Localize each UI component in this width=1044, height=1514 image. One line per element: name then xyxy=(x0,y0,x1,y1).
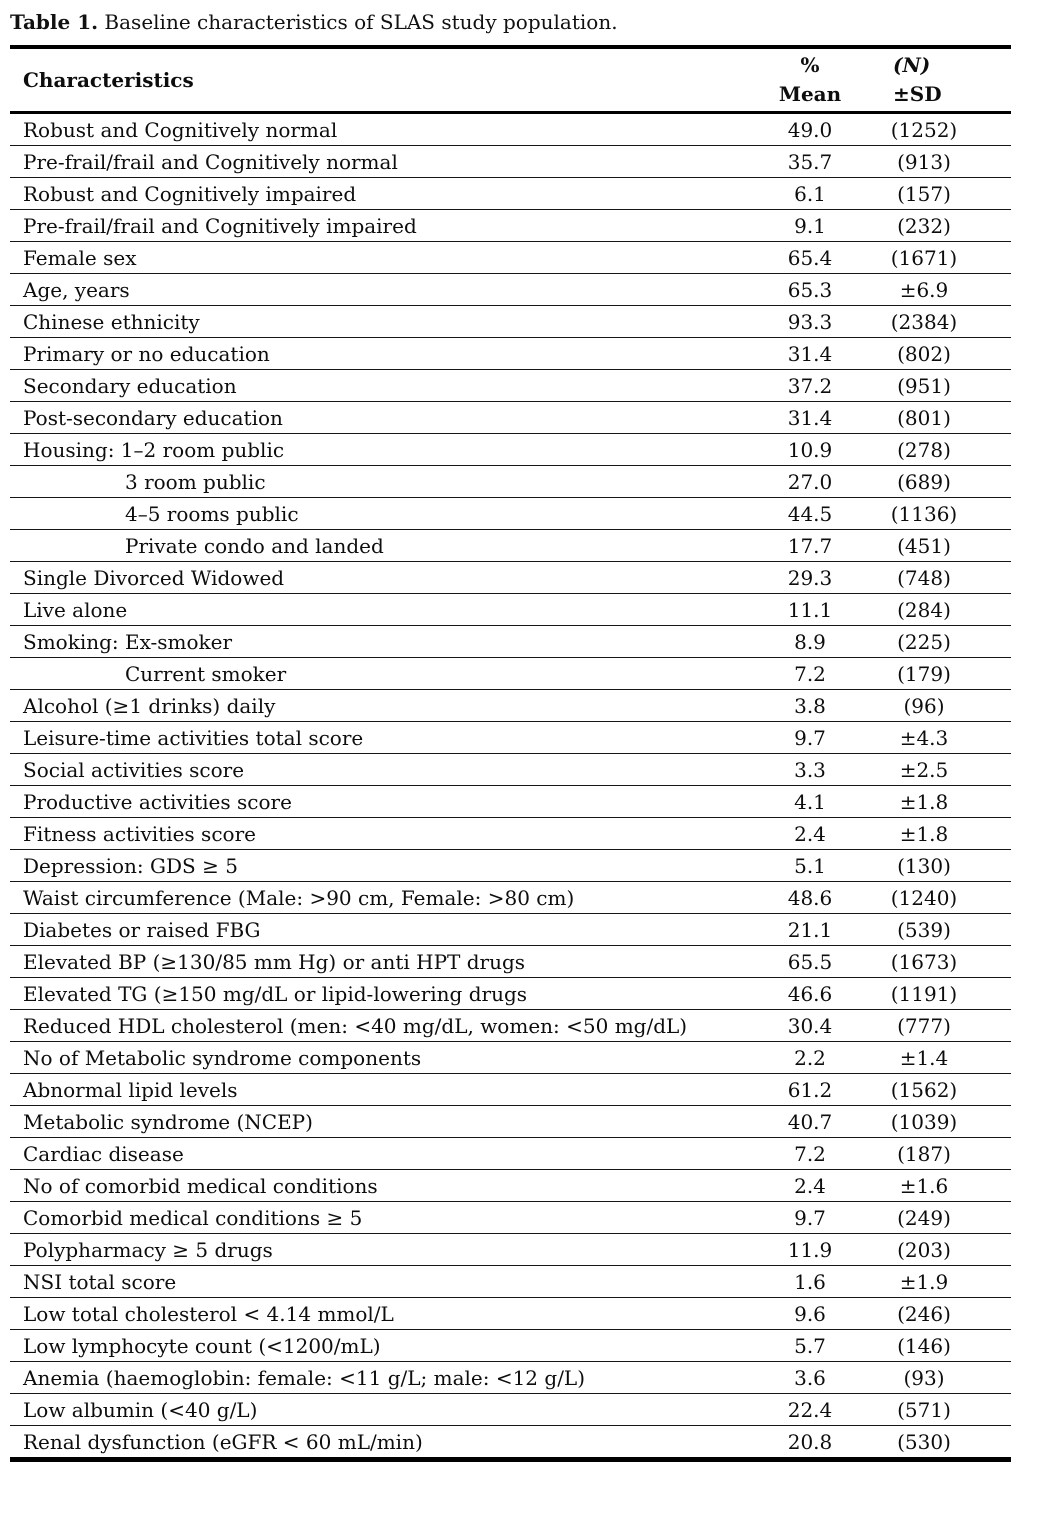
row-label: Anemia (haemoglobin: female: <11 g/L; male: <12 g/L) xyxy=(10,1362,760,1394)
table-row xyxy=(10,1266,1011,1298)
table-row xyxy=(10,370,1011,402)
table-row xyxy=(10,274,1011,306)
table-row xyxy=(10,1362,1011,1394)
row-mean-value: 22.4 xyxy=(760,1394,860,1426)
row-n-sd-value: (249) xyxy=(860,1202,1011,1234)
row-label: 3 room public xyxy=(10,466,760,498)
row-mean-value: 40.7 xyxy=(760,1106,860,1138)
row-n-sd-value: (777) xyxy=(860,1010,1011,1042)
row-n-sd-value: (451) xyxy=(860,530,1011,562)
row-mean-value: 17.7 xyxy=(760,530,860,562)
row-label: Waist circumference (Male: >90 cm, Female: >80 cm) xyxy=(10,882,760,914)
row-label: Primary or no education xyxy=(10,338,760,370)
table-row xyxy=(10,1042,1011,1074)
row-n-sd-value: (801) xyxy=(860,402,1011,434)
row-label: No of comorbid medical conditions xyxy=(10,1170,760,1202)
row-label: Pre-frail/frail and Cognitively impaired xyxy=(10,210,760,242)
row-mean-value: 11.1 xyxy=(760,594,860,626)
row-label: Elevated TG (≥150 mg/dL or lipid-lowering drugs xyxy=(10,978,760,1010)
table-row xyxy=(10,882,1011,914)
row-n-sd-value: (1191) xyxy=(860,978,1011,1010)
row-label: Cardiac disease xyxy=(10,1138,760,1170)
row-label: Live alone xyxy=(10,594,760,626)
table-row xyxy=(10,658,1011,690)
row-label: Alcohol (≥1 drinks) daily xyxy=(10,690,760,722)
row-mean-value: 8.9 xyxy=(760,626,860,658)
row-mean-value: 65.3 xyxy=(760,274,860,306)
table-row xyxy=(10,1234,1011,1266)
row-n-sd-value: (689) xyxy=(860,466,1011,498)
header-characteristics: Characteristics xyxy=(10,47,760,113)
row-mean-value: 2.4 xyxy=(760,1170,860,1202)
row-n-sd-value: (1240) xyxy=(860,882,1011,914)
row-label: Low albumin (<40 g/L) xyxy=(10,1394,760,1426)
row-mean-value: 21.1 xyxy=(760,914,860,946)
row-n-sd-value: (179) xyxy=(860,658,1011,690)
row-n-sd-value: (225) xyxy=(860,626,1011,658)
table-row xyxy=(10,1298,1011,1330)
row-n-sd-value: ±1.9 xyxy=(860,1266,1011,1298)
row-mean-value: 4.1 xyxy=(760,786,860,818)
row-n-sd-value: (246) xyxy=(860,1298,1011,1330)
table-row xyxy=(10,210,1011,242)
table-row xyxy=(10,562,1011,594)
row-label: Abnormal lipid levels xyxy=(10,1074,760,1106)
row-n-sd-value: ±1.4 xyxy=(860,1042,1011,1074)
row-label: Private condo and landed xyxy=(10,530,760,562)
row-mean-value: 7.2 xyxy=(760,658,860,690)
table-row xyxy=(10,818,1011,850)
row-label: Secondary education xyxy=(10,370,760,402)
table-row xyxy=(10,402,1011,434)
table-row xyxy=(10,1074,1011,1106)
row-label: Robust and Cognitively normal xyxy=(10,113,760,146)
row-n-sd-value: (1671) xyxy=(860,242,1011,274)
header-n-label: (N) xyxy=(893,53,931,77)
row-label: No of Metabolic syndrome components xyxy=(10,1042,760,1074)
table-row xyxy=(10,434,1011,466)
row-label: Robust and Cognitively impaired xyxy=(10,178,760,210)
row-n-sd-value: (1673) xyxy=(860,946,1011,978)
row-mean-value: 48.6 xyxy=(760,882,860,914)
row-label: Metabolic syndrome (NCEP) xyxy=(10,1106,760,1138)
table-caption-number: Table 1. xyxy=(10,10,99,34)
row-mean-value: 29.3 xyxy=(760,562,860,594)
row-mean-value: 65.5 xyxy=(760,946,860,978)
row-label: Current smoker xyxy=(10,658,760,690)
row-mean-value: 65.4 xyxy=(760,242,860,274)
row-label: Smoking: Ex-smoker xyxy=(10,626,760,658)
row-mean-value: 5.7 xyxy=(760,1330,860,1362)
table-row xyxy=(10,946,1011,978)
row-mean-value: 44.5 xyxy=(760,498,860,530)
row-n-sd-value: ±1.6 xyxy=(860,1170,1011,1202)
row-mean-value: 3.3 xyxy=(760,754,860,786)
row-n-sd-value: ±1.8 xyxy=(860,818,1011,850)
row-n-sd-value: (284) xyxy=(860,594,1011,626)
table-row xyxy=(10,498,1011,530)
row-mean-value: 9.7 xyxy=(760,722,860,754)
row-label: Productive activities score xyxy=(10,786,760,818)
row-label: Depression: GDS ≥ 5 xyxy=(10,850,760,882)
table-row xyxy=(10,754,1011,786)
table-row xyxy=(10,626,1011,658)
row-label: Diabetes or raised FBG xyxy=(10,914,760,946)
table-row xyxy=(10,1330,1011,1362)
row-label: Pre-frail/frail and Cognitively normal xyxy=(10,146,760,178)
table-row xyxy=(10,1426,1011,1460)
table-row xyxy=(10,914,1011,946)
table-row xyxy=(10,1394,1011,1426)
row-n-sd-value: (2384) xyxy=(860,306,1011,338)
row-label: Housing: 1–2 room public xyxy=(10,434,760,466)
row-mean-value: 30.4 xyxy=(760,1010,860,1042)
row-n-sd-value: ±6.9 xyxy=(860,274,1011,306)
row-label: Post-secondary education xyxy=(10,402,760,434)
row-n-sd-value: (1562) xyxy=(860,1074,1011,1106)
row-n-sd-value: (157) xyxy=(860,178,1011,210)
row-n-sd-value: (571) xyxy=(860,1394,1011,1426)
row-n-sd-value: (1039) xyxy=(860,1106,1011,1138)
row-mean-value: 31.4 xyxy=(760,402,860,434)
row-label: Female sex xyxy=(10,242,760,274)
row-n-sd-value: (93) xyxy=(860,1362,1011,1394)
table-row xyxy=(10,242,1011,274)
row-mean-value: 93.3 xyxy=(760,306,860,338)
row-label: 4–5 rooms public xyxy=(10,498,760,530)
row-label: Elevated BP (≥130/85 mm Hg) or anti HPT drugs xyxy=(10,946,760,978)
row-mean-value: 46.6 xyxy=(760,978,860,1010)
header-n-col xyxy=(860,47,1011,113)
row-n-sd-value: ±1.8 xyxy=(860,786,1011,818)
header-mean-col xyxy=(760,47,860,113)
row-label: Chinese ethnicity xyxy=(10,306,760,338)
row-n-sd-value: (802) xyxy=(860,338,1011,370)
row-label: Renal dysfunction (eGFR < 60 mL/min) xyxy=(23,1429,423,1454)
row-mean-value: 61.2 xyxy=(760,1074,860,1106)
row-mean-value: 9.7 xyxy=(760,1202,860,1234)
row-label: Fitness activities score xyxy=(10,818,760,850)
table-row xyxy=(10,786,1011,818)
table-row xyxy=(10,1138,1011,1170)
row-mean-value: 3.6 xyxy=(760,1362,860,1394)
row-n-sd-value: (278) xyxy=(860,434,1011,466)
header-mean-label: Mean xyxy=(778,82,842,106)
table-row xyxy=(10,1170,1011,1202)
row-label: Social activities score xyxy=(10,754,760,786)
row-n-sd-value: ±2.5 xyxy=(860,754,1011,786)
row-n-sd-value: (951) xyxy=(860,370,1011,402)
row-mean-value: 20.8 xyxy=(787,1429,833,1454)
row-mean-value: 31.4 xyxy=(760,338,860,370)
row-mean-value: 27.0 xyxy=(760,466,860,498)
table-row xyxy=(10,690,1011,722)
row-mean-value: 3.8 xyxy=(760,690,860,722)
row-n-sd-value: (232) xyxy=(860,210,1011,242)
row-n-sd-value: (96) xyxy=(860,690,1011,722)
header-sd-label: ±SD xyxy=(893,82,942,106)
row-n-sd-value: (530) xyxy=(897,1429,951,1454)
table-row xyxy=(10,1106,1011,1138)
row-label: Reduced HDL cholesterol (men: <40 mg/dL, women: <50 mg/dL) xyxy=(10,1010,760,1042)
table-row xyxy=(10,1202,1011,1234)
row-n-sd-value: (187) xyxy=(860,1138,1011,1170)
row-label: Comorbid medical conditions ≥ 5 xyxy=(10,1202,760,1234)
row-label: Polypharmacy ≥ 5 drugs xyxy=(10,1234,760,1266)
table-caption xyxy=(10,8,1044,36)
table-row xyxy=(10,722,1011,754)
row-mean-value: 10.9 xyxy=(760,434,860,466)
row-mean-value: 2.4 xyxy=(760,818,860,850)
table-header xyxy=(10,47,1011,113)
row-label: Age, years xyxy=(10,274,760,306)
row-mean-value: 35.7 xyxy=(760,146,860,178)
table-row xyxy=(10,978,1011,1010)
row-mean-value: 7.2 xyxy=(760,1138,860,1170)
row-label: Leisure-time activities total score xyxy=(10,722,760,754)
row-label: Single Divorced Widowed xyxy=(10,562,760,594)
table-row xyxy=(10,1010,1011,1042)
row-label: NSI total score xyxy=(10,1266,760,1298)
row-n-sd-value: (130) xyxy=(860,850,1011,882)
table-row xyxy=(10,146,1011,178)
row-n-sd-value: (913) xyxy=(860,146,1011,178)
row-n-sd-value: (146) xyxy=(860,1330,1011,1362)
table-row xyxy=(10,466,1011,498)
row-mean-value: 1.6 xyxy=(760,1266,860,1298)
row-mean-value: 11.9 xyxy=(760,1234,860,1266)
row-n-sd-value: (748) xyxy=(860,562,1011,594)
row-n-sd-value: (203) xyxy=(860,1234,1011,1266)
row-mean-value: 9.1 xyxy=(760,210,860,242)
row-mean-value: 5.1 xyxy=(760,850,860,882)
row-mean-value: 2.2 xyxy=(760,1042,860,1074)
table-row xyxy=(10,850,1011,882)
row-label: Low total cholesterol < 4.14 mmol/L xyxy=(10,1298,760,1330)
row-mean-value: 37.2 xyxy=(760,370,860,402)
row-n-sd-value: (1252) xyxy=(860,113,1011,146)
row-n-sd-value: (1136) xyxy=(860,498,1011,530)
table-row xyxy=(10,338,1011,370)
table-row xyxy=(10,594,1011,626)
table-row xyxy=(10,113,1011,146)
table-row xyxy=(10,178,1011,210)
row-mean-value: 6.1 xyxy=(760,178,860,210)
table-row xyxy=(10,530,1011,562)
row-mean-value: 49.0 xyxy=(760,113,860,146)
header-row xyxy=(10,47,1011,113)
table-body xyxy=(10,113,1011,1460)
row-mean-value: 9.6 xyxy=(760,1298,860,1330)
table-caption-text: Baseline characteristics of SLAS study population. xyxy=(98,10,618,34)
row-n-sd-value: ±4.3 xyxy=(860,722,1011,754)
header-percent-label: % xyxy=(800,53,820,77)
row-n-sd-value: (539) xyxy=(860,914,1011,946)
table-row xyxy=(10,306,1011,338)
baseline-characteristics-table xyxy=(10,45,1011,1462)
row-label: Low lymphocyte count (<1200/mL) xyxy=(10,1330,760,1362)
